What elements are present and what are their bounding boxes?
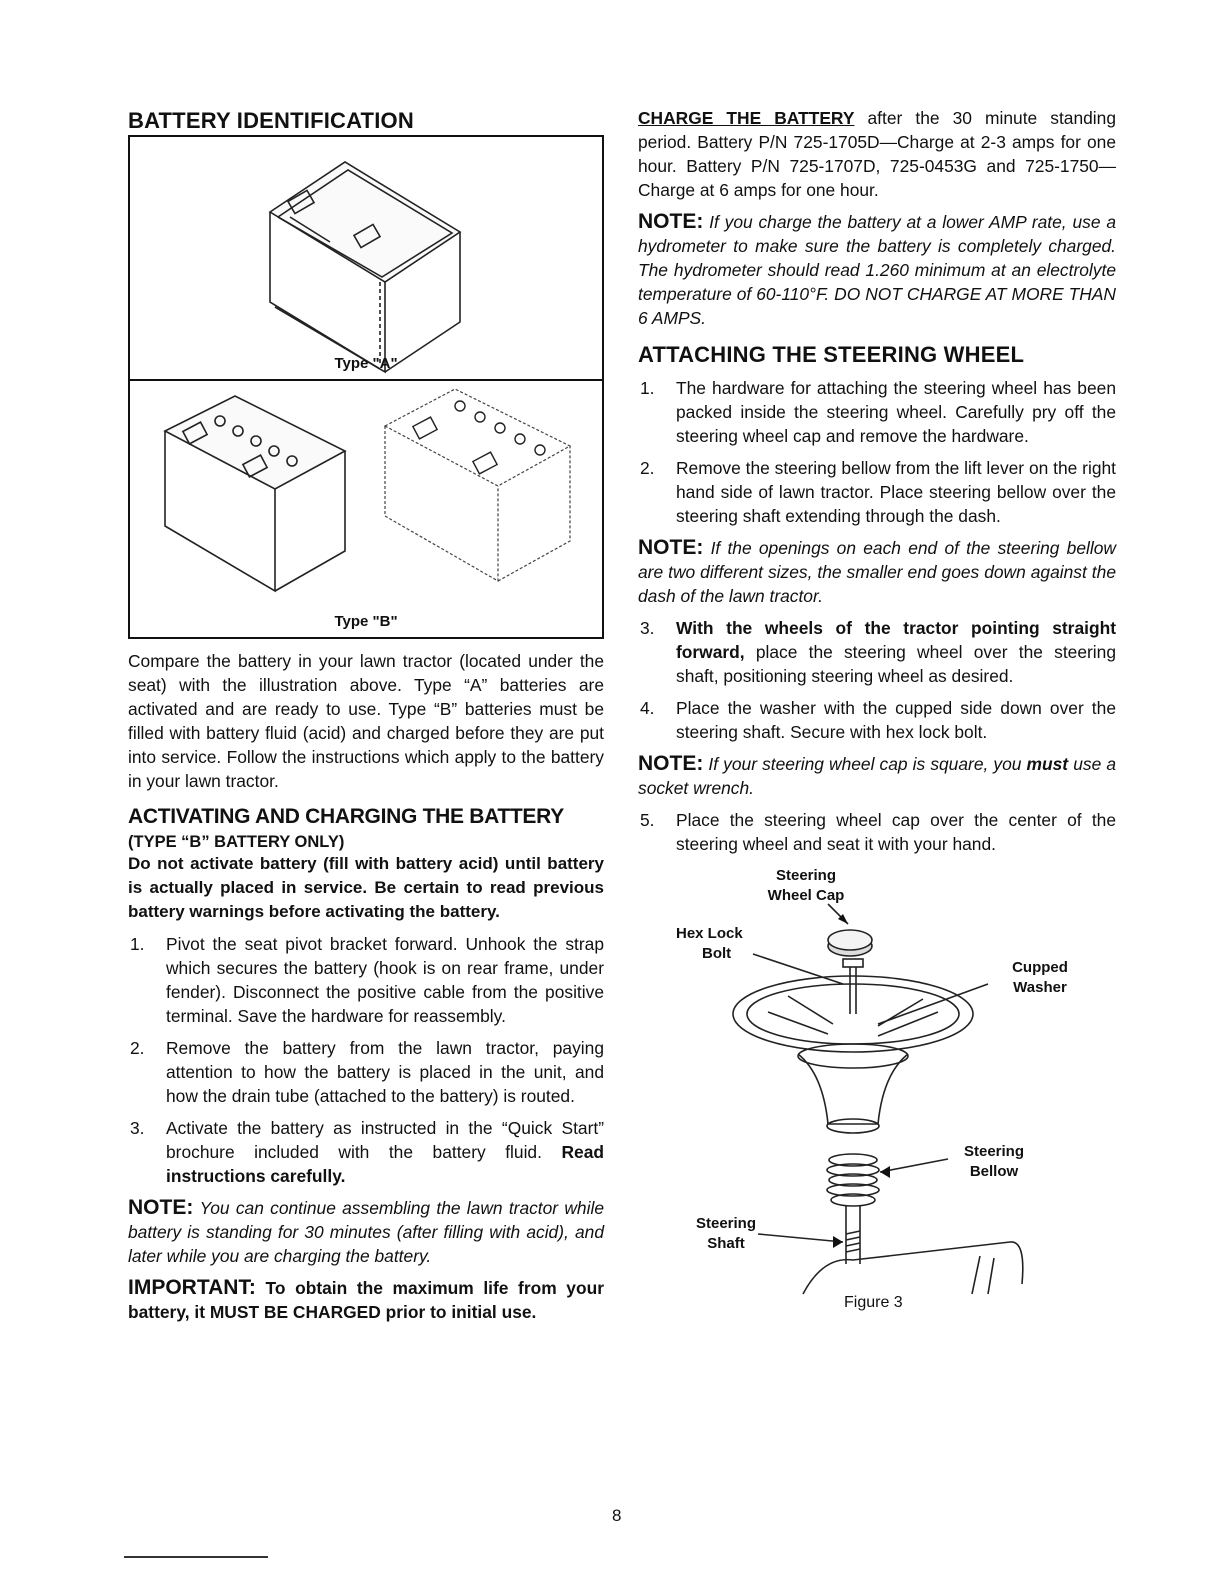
page-number: 8 <box>612 1506 622 1525</box>
type-a-caption: Type "A" <box>334 355 398 372</box>
type-b-battery-illustration <box>130 381 604 637</box>
steering-steps-c <box>638 808 1116 856</box>
battery-identification-title: BATTERY IDENTIFICATION <box>128 108 604 137</box>
activation-warning: Do not activate battery (fill with battery acid) until battery is actually placed in service. Be certain to read previous battery warnings before activating the battery. <box>128 854 604 921</box>
charge-note: NOTE: If you charge the battery at a lower AMP rate, use a hydrometer to make sure the battery is completely charged. The hydrometer should read 1.260 minimum at an electrolyte temperature of 60-110°F. DO NOT CHARGE AT MORE THAN 6 AMPS. <box>638 210 1116 328</box>
compare-paragraph: Compare the battery in your lawn tractor (located under the seat) with the illustration above. Type “A” batteries are activated and are ready to use. Type “B” batteries must be filled with battery fluid (acid) and charged before they are put into service. Follow the instructions which apply to the battery in your lawn tractor. <box>128 651 604 791</box>
figure-3-steering-wheel <box>638 864 1116 1334</box>
charge-lead: CHARGE THE BATTERY <box>638 108 855 128</box>
list-item: 2. Remove the battery from the lawn tractor, paying attention to how the battery is placed in the unit, and how the drain tube (attached to the battery) is routed. <box>130 1038 604 1106</box>
callout-steering-wheel-cap: Steering Wheel Cap <box>767 867 845 904</box>
callout-steering-bellow: Steering Bellow <box>963 1143 1024 1180</box>
list-item: 1. Pivot the seat pivot bracket forward. Unhook the strap which secures the battery (hook is on rear frame, under fender). Disconnect the positive cable from the positive terminal. Save the hardware for reassembly. <box>130 934 604 1026</box>
callout-cupped-washer: Cupped Washer <box>1012 959 1068 996</box>
activation-steps <box>128 932 604 1188</box>
list-item: 1. The hardware for attaching the steering wheel has been packed inside the steering wheel. Carefully pry off the steering wheel cap and remove the hardware. <box>640 378 1116 446</box>
steering-steps-b <box>638 616 1116 744</box>
steering-note-2: NOTE: If your steering wheel cap is square, you must use a socket wrench. <box>638 752 1116 798</box>
activating-charging-title: ACTIVATING AND CHARGING THE BATTERY <box>128 805 564 828</box>
list-item: 5. Place the steering wheel cap over the center of the steering wheel and seat it with your hand. <box>640 810 1116 854</box>
type-b-only-subhead: (TYPE “B” BATTERY ONLY) <box>128 833 345 851</box>
important-notice: IMPORTANT: To obtain the maximum life from your battery, it MUST BE CHARGED prior to initial use. <box>128 1276 604 1322</box>
callout-steering-shaft: Steering Shaft <box>695 1215 756 1252</box>
type-b-caption: Type "B" <box>334 613 398 630</box>
list-item: 4. Place the washer with the cupped side down over the steering shaft. Secure with hex lock bolt. <box>640 698 1116 742</box>
list-item: 3. Activate the battery as instructed in the “Quick Start” brochure included with the battery fluid. Read instructions carefully. <box>130 1118 604 1186</box>
right-column <box>638 106 1116 1334</box>
steering-note-1: NOTE: If the openings on each end of the steering bellow are two different sizes, the smaller end goes down against the dash of the lawn tractor. <box>638 536 1116 606</box>
type-a-panel <box>130 137 602 379</box>
steering-wheel-title: ATTACHING THE STEERING WHEEL <box>638 342 1025 367</box>
figure-3-caption: Figure 3 <box>844 1294 903 1311</box>
type-a-battery-illustration <box>130 137 604 379</box>
charge-paragraph: CHARGE THE BATTERY after the 30 minute standing period. Battery P/N 725-1705D—Charge at 2-3 amps for one hour. Battery P/N 725-1707D, 725-0453G and 725-1750—Charge at 6 amps for one hour. <box>638 108 1116 200</box>
type-b-panel <box>130 379 602 637</box>
callout-hex-lock-bolt: Hex Lock Bolt <box>676 925 743 962</box>
steering-steps-a <box>638 376 1116 528</box>
battery-figure-box <box>128 137 604 639</box>
activation-note: NOTE: You can continue assembling the lawn tractor while battery is standing for 30 minutes (after filling with acid), and later while you are charging the battery. <box>128 1196 604 1266</box>
footer-rule <box>124 1556 268 1558</box>
list-item: 3. With the wheels of the tractor pointing straight forward, place the steering wheel over the steering shaft, positioning steering wheel as desired. <box>640 618 1116 686</box>
left-column <box>128 108 604 1324</box>
list-item: 2. Remove the steering bellow from the lift lever on the right hand side of lawn tractor. Place steering bellow over the steering shaft extending through the dash. <box>640 458 1116 526</box>
